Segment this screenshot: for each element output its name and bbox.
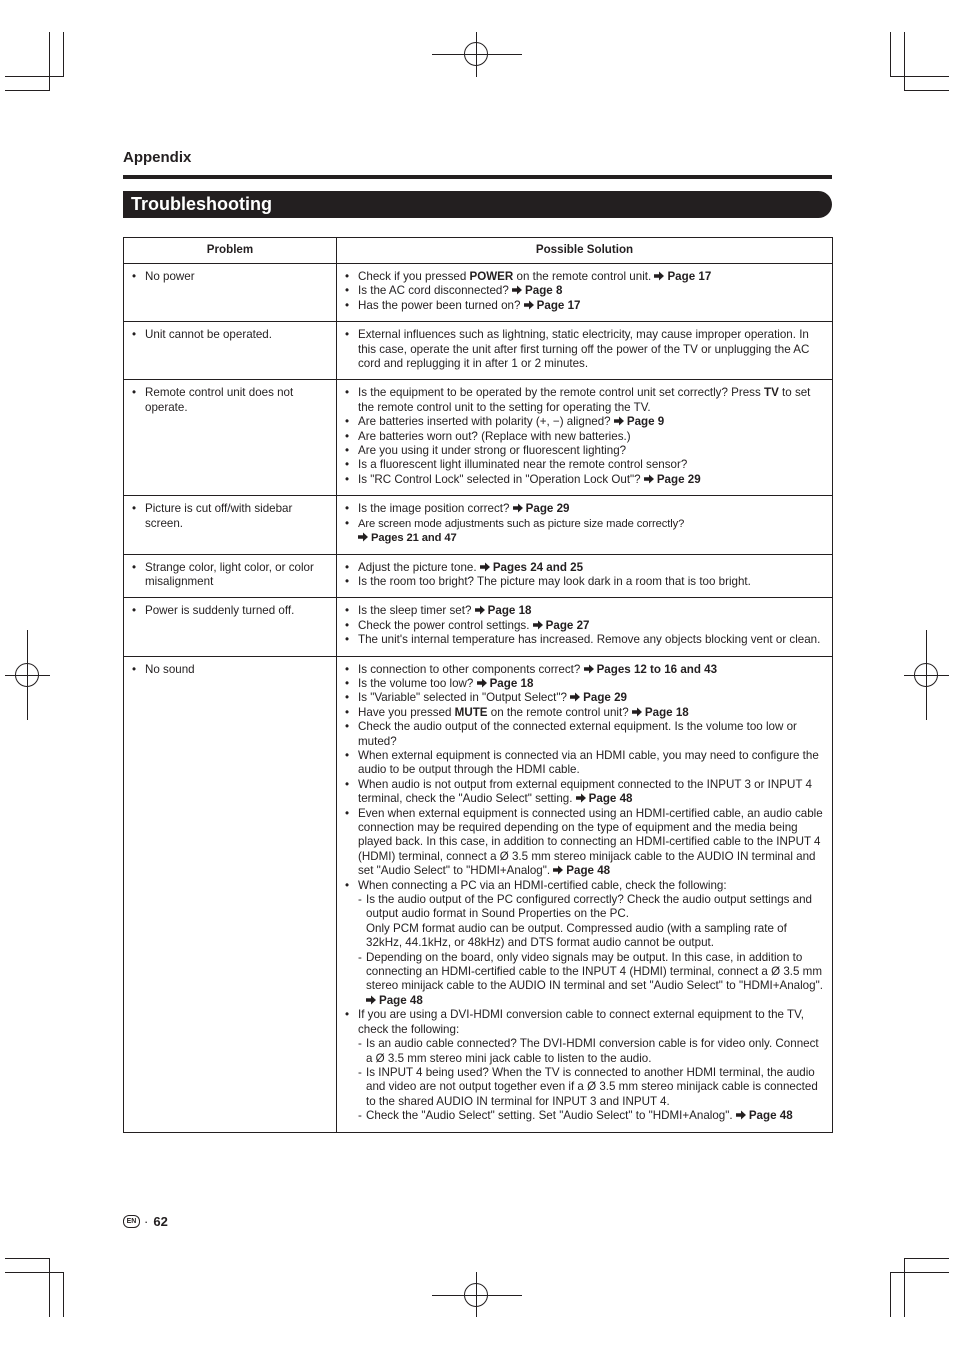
arrow-right-icon: [533, 620, 543, 630]
page-reference-text: Pages 24 and 25: [492, 560, 584, 574]
table-row: [124, 554, 833, 598]
arrow-right-icon: [477, 678, 487, 688]
solution-text: If you are using a DVI-HDMI conversion cable to connect external equipment to the TV, check the following:: [358, 1008, 804, 1036]
page-reference: [654, 270, 711, 283]
problem-item: [132, 328, 330, 342]
table-header-row: [124, 238, 833, 264]
arrow-right-icon: [632, 707, 642, 717]
problem-cell: [124, 598, 337, 656]
page-reference: [576, 792, 633, 805]
arrow-right-icon: [644, 474, 654, 484]
page-reference-text: Page 48: [588, 792, 633, 806]
page-reference-text: Page 29: [656, 472, 701, 486]
solution-text: Is the AC cord disconnected?: [358, 284, 513, 298]
arrow-right-icon: [480, 562, 490, 572]
column-header-solution: Possible Solution: [337, 238, 833, 264]
sub-item: [358, 1066, 826, 1109]
arrow-right-icon: [366, 995, 376, 1005]
solution-item: [345, 430, 826, 444]
solution-text: Check the power control settings.: [358, 618, 533, 632]
page-reference: [366, 994, 423, 1007]
troubleshooting-table: [123, 237, 833, 1133]
crop-mark: [5, 76, 64, 77]
solution-text: Only PCM format audio can be output. Compressed audio (with a sampling rate of 32kHz, 44.1kHz, or 48kHz) and DTS format audio cannot be output.: [366, 921, 787, 950]
solution-text: to set the remote control unit to the setting for operating the TV.: [358, 386, 811, 414]
arrow-right-icon: [524, 300, 534, 310]
page-reference-text: Page 48: [379, 993, 423, 1007]
page-reference: [570, 691, 627, 704]
column-header-problem: Problem: [124, 238, 337, 264]
problem-item: [132, 386, 330, 415]
solution-item: [345, 604, 826, 618]
solution-text: Is a fluorescent light illuminated near the remote control sensor?: [358, 458, 688, 472]
page-reference-text: Pages 21 and 47: [371, 532, 457, 545]
registration-mark: [15, 663, 39, 687]
table-row: [124, 264, 833, 322]
solution-text: Is the audio output of the PC configured correctly? Check the audio output settings and output audio format in Sound Properties on the PC.: [366, 893, 812, 921]
problem-item: [132, 604, 330, 618]
solution-text: Are you using it under strong or fluorescent lighting?: [358, 444, 627, 458]
solution-text: Have you pressed: [358, 705, 455, 719]
solution-cell: [337, 496, 833, 554]
page-reference-text: Page 9: [626, 415, 665, 429]
solution-text: Is the image position correct?: [358, 502, 513, 516]
page-footer: [123, 1214, 168, 1229]
page-reference-text: Page 17: [536, 298, 581, 312]
header-rule: [123, 175, 832, 179]
solution-cell: [337, 322, 833, 380]
solution-item: [345, 575, 826, 589]
solution-text: Is connection to other components correct?: [358, 662, 584, 676]
solution-text: Are batteries inserted with polarity (+, −) aligned?: [358, 415, 614, 429]
table-row: [124, 656, 833, 1132]
solution-text: When connecting a PC via an HDMI-certified cable, check the following:: [358, 878, 727, 892]
solution-text: Check if you pressed: [358, 270, 470, 283]
arrow-right-icon: [736, 1110, 746, 1120]
solution-text: Adjust the picture tone.: [358, 560, 480, 574]
problem-cell: [124, 380, 337, 496]
solution-text: Is the sleep timer set?: [358, 604, 475, 618]
solution-item: [345, 444, 826, 458]
table-body: [124, 264, 833, 1133]
crop-mark: [890, 32, 891, 76]
problem-cell: [124, 554, 337, 598]
solution-text: Is the equipment to be operated by the remote control unit set correctly? Press: [358, 386, 764, 400]
solution-item: [345, 1008, 826, 1123]
page-reference: [524, 299, 581, 312]
problem-item: [132, 561, 330, 590]
solution-item: [345, 270, 826, 284]
page-reference: [553, 864, 610, 877]
solution-cell: [337, 264, 833, 322]
solution-item: [345, 517, 826, 546]
registration-mark: [464, 1283, 488, 1307]
page-reference: [614, 415, 664, 428]
page-reference: [584, 663, 718, 676]
sub-item: [358, 1109, 826, 1123]
solution-item: [345, 778, 826, 807]
solution-item: [345, 328, 826, 371]
page-reference-text: Page 29: [525, 502, 570, 516]
problem-text: • Strange color, light color, or color misalignment: [145, 560, 314, 588]
arrow-right-icon: [576, 793, 586, 803]
page-reference: [512, 284, 562, 297]
registration-mark: [464, 42, 488, 66]
arrow-right-icon: [614, 416, 624, 426]
solution-text: Depending on the board, only video signals may be output. In this case, in addition to connecting an HDMI-certified cable to the INPUT 4 (HDMI) terminal, connect a Ø 3.5 mm stereo minijack cable to the AUDIO IN terminal and set "Audio Select" to "HDMI+Analog".: [366, 950, 823, 993]
solution-text: Are batteries worn out? (Replace with new batteries.): [358, 429, 631, 443]
solution-cell: [337, 598, 833, 656]
solution-item: [345, 807, 826, 879]
problem-text: • Unit cannot be operated.: [145, 328, 272, 342]
button-name: MUTE: [454, 705, 488, 719]
sub-item: [358, 1037, 826, 1066]
page-reference: [477, 677, 534, 690]
solution-item: [345, 691, 826, 705]
crop-mark: [890, 76, 949, 77]
page-reference-text: Page 48: [566, 864, 611, 878]
page-number: 62: [153, 1214, 168, 1229]
solution-cell: [337, 656, 833, 1132]
page-reference-text: Page 48: [748, 1109, 793, 1123]
solution-item: [345, 299, 826, 313]
solution-text: Is the volume too low?: [358, 676, 477, 690]
solution-text: When audio is not output from external equipment connected to the INPUT 3 or INPUT 4 terminal, check the "Audio Select" setting.: [358, 777, 812, 806]
solution-text: Even when external equipment is connected using an HDMI-certified cable, an audio cable connection may be required depending on the type of equipment and the media being played back. In this case, in addition to connecting an HDMI-certified cable to the INPUT 4 (HDMI) terminal, connect a Ø 3.5 mm stereo minijack cable to the AUDIO IN terminal and set "Audio Select" to "HDMI+Analog".: [358, 806, 823, 878]
solution-text: When external equipment is connected via an HDMI cable, you may need to configure the audio to be output through the HDMI cable.: [358, 748, 819, 777]
solution-item: [345, 633, 826, 647]
arrow-right-icon: [513, 503, 523, 513]
crop-mark: [890, 1272, 891, 1317]
problem-item: [132, 502, 330, 531]
solution-text: Is INPUT 4 being used? When the TV is connected to another HDMI terminal, the audio and video are not output together even if a Ø 3.5 mm stereo minijack cable is connected to the shared AUDIO IN terminal for INPUT 3 and INPUT 4.: [366, 1065, 818, 1108]
sub-list: [358, 893, 826, 1008]
solution-item: [345, 386, 826, 415]
arrow-right-icon: [570, 692, 580, 702]
section-label: Appendix: [123, 149, 192, 166]
solution-text: Has the power been turned on?: [358, 298, 524, 312]
solution-item: [345, 879, 826, 1009]
sub-item: [358, 951, 826, 1009]
table-row: [124, 496, 833, 554]
sub-item: [358, 893, 826, 951]
page-reference-text: Page 8: [525, 284, 563, 298]
table-row: [124, 598, 833, 656]
crop-mark: [890, 1272, 949, 1273]
problem-cell: [124, 264, 337, 322]
page-reference: [533, 619, 590, 632]
solution-text: Is "Variable" selected in "Output Select"?: [358, 691, 571, 705]
page-reference: [475, 604, 532, 617]
page-reference-text: Page 18: [487, 604, 532, 618]
solution-item: [345, 677, 826, 691]
solution-item: [345, 706, 826, 720]
arrow-right-icon: [512, 285, 522, 295]
arrow-right-icon: [584, 664, 594, 674]
crop-mark: [904, 32, 905, 91]
solution-text: Check the audio output of the connected external equipment. Is the volume too low or muted?: [358, 720, 797, 748]
solution-text: Is the room too bright? The picture may look dark in a room that is too bright.: [358, 574, 751, 588]
crop-mark: [63, 32, 64, 76]
crop-mark: [904, 1258, 949, 1259]
page-reference: [480, 561, 583, 574]
page-reference: [358, 532, 457, 544]
page-title: Troubleshooting: [131, 194, 272, 214]
solution-item: [345, 720, 826, 749]
problem-text: • No power: [145, 270, 195, 283]
arrow-right-icon: [475, 605, 485, 615]
solution-item: [345, 619, 826, 633]
page-reference-text: Page 29: [583, 691, 627, 705]
page-reference: [513, 502, 570, 515]
crop-mark: [5, 1258, 50, 1259]
crop-mark: [5, 1272, 64, 1273]
page-reference: [736, 1109, 793, 1122]
solution-item: [345, 502, 826, 516]
solution-cell: [337, 380, 833, 496]
problem-item: [132, 270, 330, 284]
solution-text: on the remote control unit.: [513, 270, 655, 283]
solution-text: External influences such as lightning, static electricity, may cause improper operation. In this case, operate the unit after first turning off the power of the TV or unplugging the AC cord and replugging it in after 1 or 2 minutes.: [358, 328, 810, 371]
solution-item: [345, 458, 826, 472]
arrow-right-icon: [358, 532, 368, 542]
crop-mark: [904, 90, 949, 91]
problem-text: • No sound: [145, 662, 195, 676]
sub-list: [358, 1037, 826, 1123]
problem-text: • Picture is cut off/with sidebar screen.: [145, 502, 293, 530]
page-reference-text: Page 17: [667, 270, 712, 283]
solution-text: on the remote control unit?: [487, 705, 632, 719]
problem-cell: [124, 656, 337, 1132]
crop-mark: [49, 1258, 50, 1317]
button-name: POWER: [469, 270, 514, 283]
crop-mark: [5, 90, 50, 91]
page-reference-text: Page 18: [644, 705, 689, 719]
solution-text: Are screen mode adjustments such as picture size made correctly?: [358, 517, 685, 530]
solution-item: [345, 284, 826, 298]
language-badge: EN: [123, 1215, 140, 1228]
registration-mark: [914, 663, 938, 687]
solution-text: Check the "Audio Select" setting. Set "Audio Select" to "HDMI+Analog".: [366, 1109, 736, 1123]
title-bar: [123, 191, 832, 218]
problem-item: [132, 663, 330, 677]
solution-text: The unit's internal temperature has increased. Remove any objects blocking vent or clean.: [358, 633, 821, 647]
crop-mark: [63, 1272, 64, 1317]
solution-cell: [337, 554, 833, 598]
table-row: [124, 380, 833, 496]
solution-item: [345, 473, 826, 487]
page-reference-text: Pages 12 to 16 and 43: [596, 662, 718, 676]
solution-item: [345, 561, 826, 575]
crop-mark: [49, 32, 50, 91]
problem-cell: [124, 322, 337, 380]
table-row: [124, 322, 833, 380]
solution-item: [345, 415, 826, 429]
problem-text: • Remote control unit does not operate.: [145, 386, 294, 414]
button-name: TV: [764, 386, 779, 400]
page-reference: [632, 706, 689, 719]
page-reference: [644, 473, 701, 486]
arrow-right-icon: [553, 865, 563, 875]
problem-text: • Power is suddenly turned off.: [145, 604, 295, 618]
page-reference-text: Page 18: [489, 676, 534, 690]
problem-cell: [124, 496, 337, 554]
solution-item: [345, 749, 826, 778]
crop-mark: [904, 1258, 905, 1317]
solution-text: Is an audio cable connected? The DVI-HDMI conversion cable is for video only. Connect a Ø 3.5 mm stereo mini jack cable to listen to the audio.: [366, 1037, 819, 1065]
footer-separator: ·: [144, 1214, 149, 1229]
solution-item: [345, 663, 826, 677]
solution-text: Is "RC Control Lock" selected in "Operation Lock Out"?: [358, 472, 644, 486]
page-reference-text: Page 27: [545, 618, 590, 632]
arrow-right-icon: [654, 271, 664, 281]
